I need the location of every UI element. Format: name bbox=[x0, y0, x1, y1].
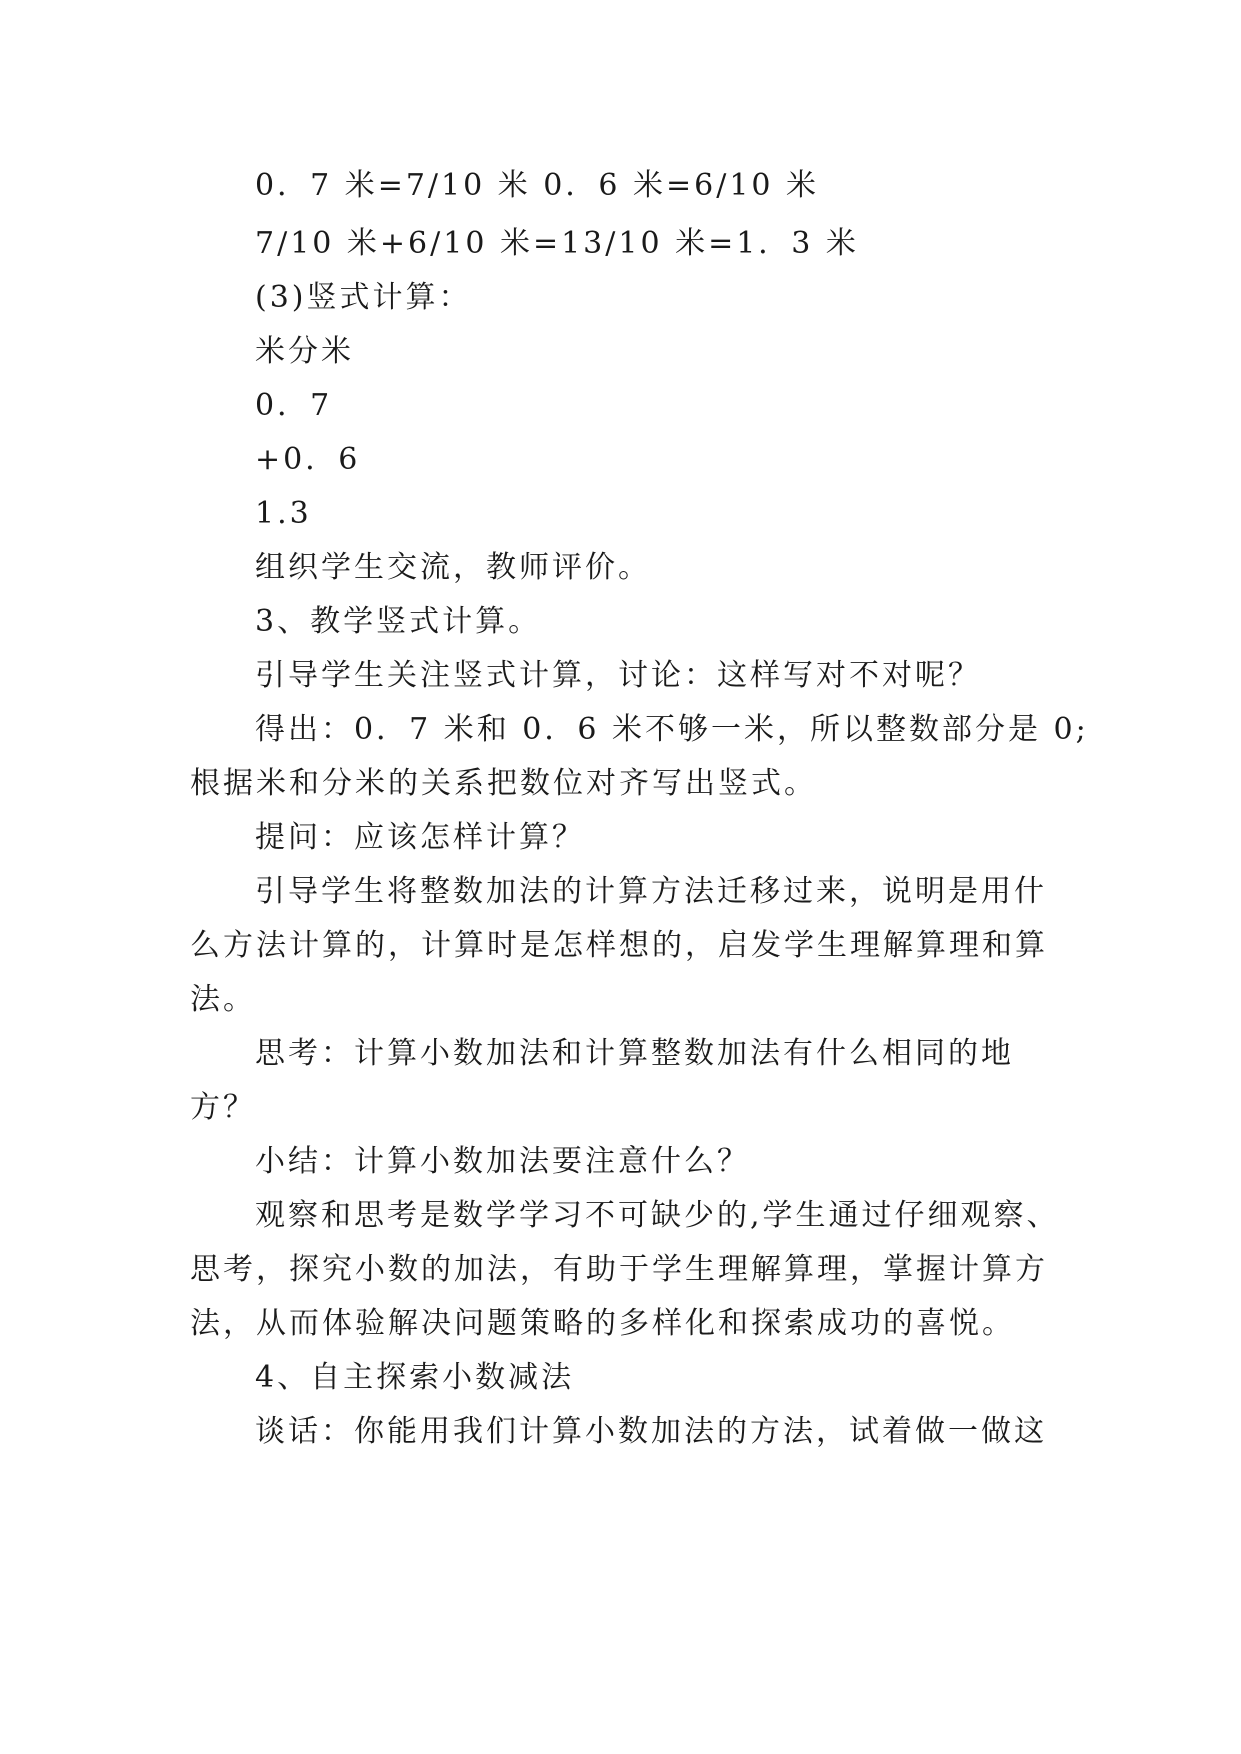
text-line-paragraph: 么方法计算的，计算时是怎样想的，启发学生理解算理和算 bbox=[190, 928, 1048, 963]
text-line-paragraph: 引导学生关注竖式计算，讨论：这样写对不对呢？ bbox=[255, 658, 981, 693]
text-line-operand-2: +0．6 bbox=[255, 442, 361, 477]
text-line-section-heading: 3、教学竖式计算。 bbox=[255, 604, 542, 639]
text-line-paragraph: 思考：计算小数加法和计算整数加法有什么相同的地 bbox=[255, 1036, 1014, 1071]
text-line-paragraph: 得出：0．7 米和 0．6 米不够一米，所以整数部分是 0; bbox=[255, 712, 1089, 747]
text-line-paragraph: 法。 bbox=[190, 982, 256, 1017]
text-line-units: 米分米 bbox=[255, 334, 354, 369]
text-line-paragraph: 方？ bbox=[190, 1090, 256, 1125]
text-line-conversion: 0．7 米=7/10 米 0．6 米=6/10 米 bbox=[255, 168, 820, 203]
text-line-section-heading: 4、自主探索小数减法 bbox=[255, 1360, 575, 1395]
text-line-result: 1.3 bbox=[255, 496, 312, 531]
text-line-paragraph: 思考，探究小数的加法，有助于学生理解算理，掌握计算方 bbox=[190, 1252, 1048, 1287]
text-line-paragraph: 法，从而体验解决问题策略的多样化和探索成功的喜悦。 bbox=[190, 1306, 1015, 1341]
text-line-heading-vertical: (3)竖式计算： bbox=[255, 280, 472, 315]
text-line-paragraph: 提问：应该怎样计算？ bbox=[255, 820, 585, 855]
text-line-paragraph: 观察和思考是数学学习不可缺少的,学生通过仔细观察、 bbox=[255, 1198, 1060, 1233]
text-line-operand-1: 0．7 bbox=[255, 388, 333, 423]
text-line-paragraph: 小结：计算小数加法要注意什么？ bbox=[255, 1144, 750, 1179]
text-line-paragraph: 引导学生将整数加法的计算方法迁移过来，说明是用什 bbox=[255, 874, 1047, 909]
text-line-paragraph: 根据米和分米的关系把数位对齐写出竖式。 bbox=[190, 766, 817, 801]
text-line-paragraph: 谈话：你能用我们计算小数加法的方法，试着做一做这 bbox=[255, 1414, 1047, 1449]
text-line-addition: 7/10 米+6/10 米=13/10 米=1．3 米 bbox=[255, 226, 859, 261]
text-line-paragraph: 组织学生交流，教师评价。 bbox=[255, 550, 651, 585]
